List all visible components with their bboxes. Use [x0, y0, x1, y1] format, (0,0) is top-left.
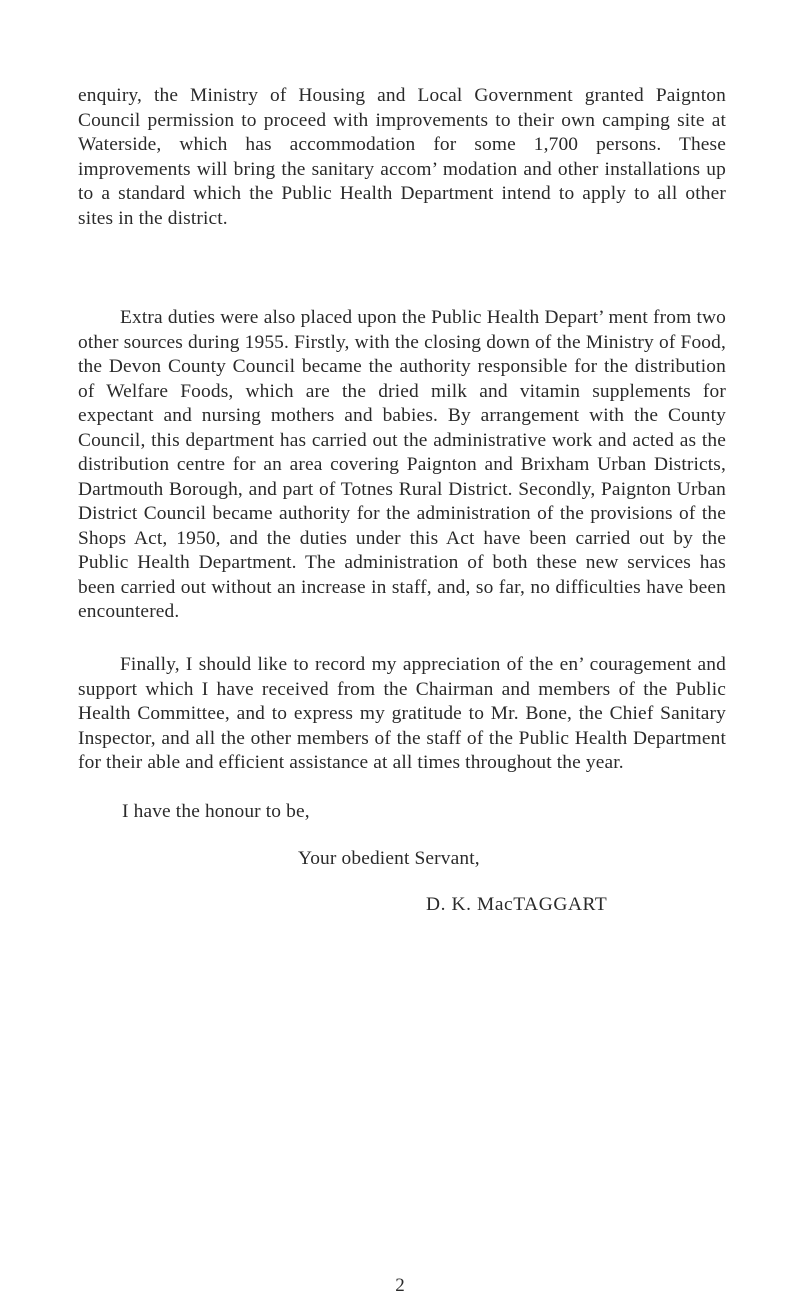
paragraph-appreciation: Finally, I should like to record my appreciation of the en’ couragement and support which I have received from the Chairman and members of the Public Health Committee, and to express my gratitude to Mr. Bone, the Chief Sanitary Inspector, and all the other members of the staff of the Public Health Department for their able and efficient assistance at all times throughout the year. — [78, 654, 726, 773]
paragraph-extra-duties: Extra duties were also placed upon the Public Health Depart’ ment from two other sources during 1955. Firstly, with the closing down of the Ministry of Food, the Devon County Council became the authority responsible for the distribution of Welfare Foods, which are the dried milk and vitamin supplements for expectant and nursing mothers and babies. By arrangement with the County Council, this department has carried out the administrative work and acted as the distribution centre for an area covering Paignton and Brixham Urban Districts, Dartmouth Borough, and part of Totnes Rural District. Secondly, Paignton Urban District Council became authority for the administration of the provisions of the Shops Act, 1950, and the duties under this Act have been carried out by the Public Health Department. The administration of both these new services has been carried out without an increase in staff, and, so far, no difficulties have been encountered. — [78, 307, 726, 622]
closing-line: I have the honour to be, — [122, 801, 310, 822]
page-number: 2 — [395, 1275, 405, 1296]
signature-name: D. K. MacTAGGART — [426, 894, 608, 915]
paragraph-waterside-improvements: enquiry, the Ministry of Housing and Local Government granted Paignton Council permission to proceed with improvements to their own camping site at Waterside, which has accommodation for some 1,700 persons. These improvements will bring the sanitary accom’ modation and other installations up to a standard which the Public Health Department intend to apply to all other sites in the district. — [78, 85, 726, 229]
valediction: Your obedient Servant, — [298, 848, 480, 869]
